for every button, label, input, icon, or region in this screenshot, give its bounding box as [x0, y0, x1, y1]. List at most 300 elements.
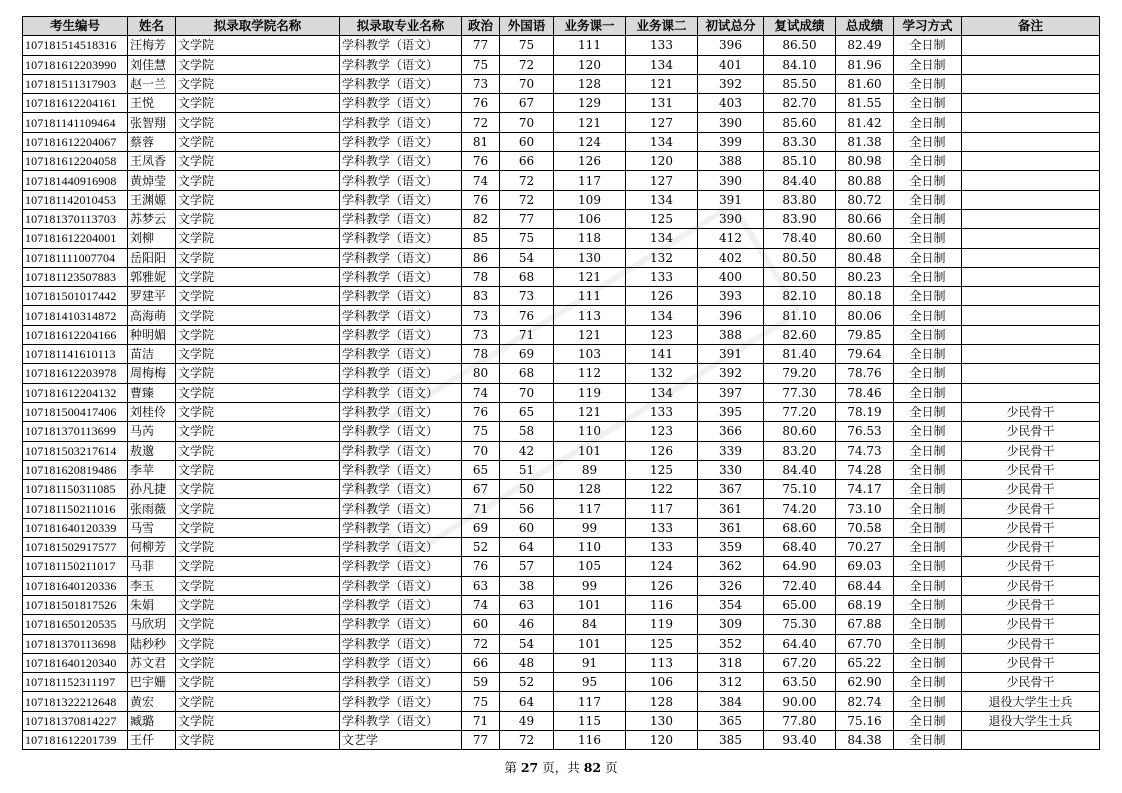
table-cell: 120 [626, 152, 698, 171]
header-cell: 备注 [962, 17, 1100, 36]
table-cell: 学科教学（语文） [340, 634, 462, 653]
table-cell: 80.60 [764, 422, 836, 441]
table-cell: 385 [698, 730, 764, 749]
table-cell: 臧璐 [128, 711, 176, 730]
table-cell: 81.42 [836, 113, 894, 132]
table-cell: 126 [626, 576, 698, 595]
table-cell: 全日制 [894, 267, 962, 286]
table-cell: 全日制 [894, 557, 962, 576]
table-cell: 75.10 [764, 480, 836, 499]
table-cell: 70 [500, 113, 554, 132]
table-cell: 文学院 [176, 132, 340, 151]
table-cell: 107181503217614 [23, 441, 128, 460]
table-cell: 76 [462, 152, 500, 171]
table-cell: 全日制 [894, 711, 962, 730]
table-cell: 82.10 [764, 287, 836, 306]
table-cell: 79.20 [764, 364, 836, 383]
table-cell: 学科教学（语文） [340, 518, 462, 537]
table-cell [962, 94, 1100, 113]
table-cell: 51 [500, 460, 554, 479]
table-cell: 83 [462, 287, 500, 306]
table-cell: 文学院 [176, 595, 340, 614]
table-cell: 130 [626, 711, 698, 730]
table-cell: 学科教学（语文） [340, 74, 462, 93]
table-cell: 126 [626, 441, 698, 460]
table-cell: 75.30 [764, 615, 836, 634]
table-cell: 126 [626, 287, 698, 306]
table-cell: 75 [462, 55, 500, 74]
table-cell: 学科教学（语文） [340, 306, 462, 325]
table-cell: 全日制 [894, 306, 962, 325]
table-cell: 119 [626, 615, 698, 634]
table-cell: 全日制 [894, 209, 962, 228]
table-cell: 339 [698, 441, 764, 460]
table-cell: 77 [462, 730, 500, 749]
table-cell: 107181111007704 [23, 248, 128, 267]
table-cell: 学科教学（语文） [340, 576, 462, 595]
table-cell: 77 [462, 36, 500, 55]
table-cell: 文学院 [176, 538, 340, 557]
table-cell: 王凤香 [128, 152, 176, 171]
table-cell: 文学院 [176, 634, 340, 653]
table-cell: 文艺学 [340, 730, 462, 749]
table-cell: 107181612204166 [23, 325, 128, 344]
table-cell: 107181152311197 [23, 673, 128, 692]
table-cell: 133 [626, 518, 698, 537]
table-cell: 50 [500, 480, 554, 499]
table-cell: 86 [462, 248, 500, 267]
table-cell: 65 [500, 402, 554, 421]
table-cell: 72 [500, 171, 554, 190]
table-cell: 391 [698, 345, 764, 364]
table-cell: 129 [554, 94, 626, 113]
table-cell: 73 [462, 325, 500, 344]
table-cell [962, 364, 1100, 383]
table-cell: 72 [500, 190, 554, 209]
table-cell: 107181612203990 [23, 55, 128, 74]
table-cell: 59 [462, 673, 500, 692]
table-cell: 刘桂伶 [128, 402, 176, 421]
table-cell [962, 132, 1100, 151]
header-cell: 初试总分 [698, 17, 764, 36]
table-cell: 文学院 [176, 460, 340, 479]
table-cell: 81.38 [836, 132, 894, 151]
table-row [23, 306, 1100, 325]
page-total: 82 [583, 760, 602, 775]
table-cell: 少民骨干 [962, 422, 1100, 441]
table-cell: 学科教学（语文） [340, 152, 462, 171]
table-cell: 全日制 [894, 190, 962, 209]
table-cell: 文学院 [176, 402, 340, 421]
table-cell: 学科教学（语文） [340, 364, 462, 383]
table-cell: 125 [626, 209, 698, 228]
table-cell: 敖邈 [128, 441, 176, 460]
table-cell: 蔡蓉 [128, 132, 176, 151]
table-cell: 103 [554, 345, 626, 364]
table-cell: 65 [462, 460, 500, 479]
table-cell: 69 [462, 518, 500, 537]
table-cell: 126 [554, 152, 626, 171]
table-cell: 68.40 [764, 538, 836, 557]
table-cell: 学科教学（语文） [340, 94, 462, 113]
table-cell: 77 [500, 209, 554, 228]
table-cell: 学科教学（语文） [340, 615, 462, 634]
table-row [23, 615, 1100, 634]
table-cell: 学科教学（语文） [340, 460, 462, 479]
table-cell: 70.58 [836, 518, 894, 537]
table-cell: 汪梅芳 [128, 36, 176, 55]
table-row [23, 325, 1100, 344]
table-row [23, 113, 1100, 132]
table-cell: 学科教学（语文） [340, 229, 462, 248]
table-cell: 99 [554, 576, 626, 595]
table-cell: 128 [626, 692, 698, 711]
table-cell: 123 [626, 422, 698, 441]
table-cell: 学科教学（语文） [340, 325, 462, 344]
header-cell: 政治 [462, 17, 500, 36]
table-cell: 马欣玥 [128, 615, 176, 634]
table-cell: 402 [698, 248, 764, 267]
table-cell: 384 [698, 692, 764, 711]
table-cell: 134 [626, 229, 698, 248]
table-cell [962, 306, 1100, 325]
table-cell: 64.40 [764, 634, 836, 653]
table-cell: 85 [462, 229, 500, 248]
footer-prefix: 第 [504, 760, 517, 775]
table-cell: 101 [554, 634, 626, 653]
table-cell: 黄宏 [128, 692, 176, 711]
table-cell: 67 [462, 480, 500, 499]
table-cell: 全日制 [894, 615, 962, 634]
table-cell: 128 [554, 74, 626, 93]
table-cell: 352 [698, 634, 764, 653]
table-cell: 113 [626, 653, 698, 672]
table-cell: 107181612201739 [23, 730, 128, 749]
table-cell: 文学院 [176, 36, 340, 55]
table-cell: 111 [554, 287, 626, 306]
table-cell: 107181612204067 [23, 132, 128, 151]
table-row [23, 595, 1100, 614]
table-cell: 郭雅妮 [128, 267, 176, 286]
table-row [23, 190, 1100, 209]
table-cell: 117 [626, 499, 698, 518]
table-cell: 文学院 [176, 673, 340, 692]
table-cell: 学科教学（语文） [340, 595, 462, 614]
table-cell: 70 [500, 383, 554, 402]
table-cell: 少民骨干 [962, 538, 1100, 557]
table-cell: 70.27 [836, 538, 894, 557]
table-cell: 文学院 [176, 422, 340, 441]
table-cell: 王仟 [128, 730, 176, 749]
table-cell: 107181511317903 [23, 74, 128, 93]
table-cell: 117 [554, 692, 626, 711]
table-cell [962, 345, 1100, 364]
table-cell: 75.16 [836, 711, 894, 730]
table-cell: 113 [554, 306, 626, 325]
table-cell: 107181514518316 [23, 36, 128, 55]
table-cell: 109 [554, 190, 626, 209]
table-row [23, 171, 1100, 190]
table-cell [962, 730, 1100, 749]
table-cell: 122 [626, 480, 698, 499]
table-cell: 巴宇姗 [128, 673, 176, 692]
table-cell [962, 190, 1100, 209]
header-cell: 拟录取学院名称 [176, 17, 340, 36]
table-cell: 学科教学（语文） [340, 267, 462, 286]
table-cell: 117 [554, 499, 626, 518]
table-cell: 全日制 [894, 113, 962, 132]
table-cell: 65.22 [836, 653, 894, 672]
table-cell: 65.00 [764, 595, 836, 614]
table-cell [962, 267, 1100, 286]
table-cell: 101 [554, 441, 626, 460]
table-cell: 文学院 [176, 325, 340, 344]
table-cell: 76 [462, 557, 500, 576]
table-cell: 388 [698, 152, 764, 171]
table-cell: 73 [462, 306, 500, 325]
table-cell: 75 [500, 36, 554, 55]
table-cell: 106 [554, 209, 626, 228]
table-row [23, 711, 1100, 730]
table-cell [962, 113, 1100, 132]
table-cell: 学科教学（语文） [340, 55, 462, 74]
table-cell: 125 [626, 634, 698, 653]
table-row [23, 229, 1100, 248]
table-cell: 390 [698, 209, 764, 228]
table-cell [962, 287, 1100, 306]
table-cell: 107181640120339 [23, 518, 128, 537]
table-cell: 文学院 [176, 229, 340, 248]
table-cell: 412 [698, 229, 764, 248]
table-cell: 82 [462, 209, 500, 228]
table-cell: 105 [554, 557, 626, 576]
table-cell: 文学院 [176, 248, 340, 267]
table-cell: 学科教学（语文） [340, 441, 462, 460]
table-cell: 63 [462, 576, 500, 595]
table-cell: 395 [698, 402, 764, 421]
table-cell: 74 [462, 595, 500, 614]
table-cell: 全日制 [894, 364, 962, 383]
table-cell: 48 [500, 653, 554, 672]
table-cell: 文学院 [176, 441, 340, 460]
table-cell: 84.10 [764, 55, 836, 74]
table-cell: 全日制 [894, 402, 962, 421]
table-row [23, 55, 1100, 74]
table-cell: 学科教学（语文） [340, 557, 462, 576]
table-cell: 李苹 [128, 460, 176, 479]
table-cell: 121 [554, 325, 626, 344]
table-cell: 107181612204161 [23, 94, 128, 113]
table-cell: 84.40 [764, 171, 836, 190]
table-cell: 学科教学（语文） [340, 673, 462, 692]
table-cell: 74.28 [836, 460, 894, 479]
table-cell: 曹臻 [128, 383, 176, 402]
table-cell: 120 [554, 55, 626, 74]
table-row [23, 692, 1100, 711]
table-cell: 133 [626, 267, 698, 286]
table-cell: 全日制 [894, 248, 962, 267]
table-cell: 80.50 [764, 267, 836, 286]
table-cell: 63.50 [764, 673, 836, 692]
table-cell: 文学院 [176, 171, 340, 190]
table-cell: 学科教学（语文） [340, 345, 462, 364]
table-cell: 134 [626, 306, 698, 325]
table-cell: 365 [698, 711, 764, 730]
table-cell: 86.50 [764, 36, 836, 55]
table-cell: 133 [626, 36, 698, 55]
table-cell: 330 [698, 460, 764, 479]
table-cell: 74 [462, 383, 500, 402]
table-cell: 少民骨干 [962, 402, 1100, 421]
table-cell: 74.20 [764, 499, 836, 518]
table-cell: 文学院 [176, 615, 340, 634]
table-cell: 121 [626, 74, 698, 93]
table-cell: 80.50 [764, 248, 836, 267]
table-cell: 苗洁 [128, 345, 176, 364]
table-cell: 苏梦云 [128, 209, 176, 228]
header-cell: 业务课二 [626, 17, 698, 36]
table-cell: 85.10 [764, 152, 836, 171]
table-cell: 133 [626, 402, 698, 421]
table-cell: 80.60 [836, 229, 894, 248]
table-cell [962, 152, 1100, 171]
table-cell: 115 [554, 711, 626, 730]
table-cell: 121 [554, 113, 626, 132]
table-cell: 121 [554, 267, 626, 286]
table-body [23, 36, 1100, 750]
table-cell: 少民骨干 [962, 557, 1100, 576]
table-cell: 张智翔 [128, 113, 176, 132]
table-cell: 112 [554, 364, 626, 383]
table-cell: 72 [462, 634, 500, 653]
table-cell: 116 [554, 730, 626, 749]
table-row [23, 209, 1100, 228]
table-cell: 120 [626, 730, 698, 749]
table-cell: 80.66 [836, 209, 894, 228]
table-cell: 全日制 [894, 74, 962, 93]
table-cell: 62.90 [836, 673, 894, 692]
table-cell: 83.30 [764, 132, 836, 151]
table-cell: 80.88 [836, 171, 894, 190]
table-cell: 学科教学（语文） [340, 248, 462, 267]
header-row [23, 17, 1100, 36]
table-cell: 学科教学（语文） [340, 653, 462, 672]
table-cell: 396 [698, 36, 764, 55]
table-cell: 124 [626, 557, 698, 576]
table-cell: 107181640120340 [23, 653, 128, 672]
table-cell: 文学院 [176, 499, 340, 518]
table-cell: 文学院 [176, 576, 340, 595]
table-cell: 93.40 [764, 730, 836, 749]
table-cell: 82.60 [764, 325, 836, 344]
table-cell: 83.90 [764, 209, 836, 228]
table-cell: 71 [500, 325, 554, 344]
admission-table [22, 16, 1100, 750]
table-cell: 学科教学（语文） [340, 36, 462, 55]
table-cell: 388 [698, 325, 764, 344]
table-cell: 74.17 [836, 480, 894, 499]
table-cell: 107181370113703 [23, 209, 128, 228]
table-cell: 全日制 [894, 94, 962, 113]
table-cell: 107181141109464 [23, 113, 128, 132]
table-cell: 全日制 [894, 673, 962, 692]
table-cell: 60 [500, 518, 554, 537]
table-cell: 学科教学（语文） [340, 209, 462, 228]
table-cell: 393 [698, 287, 764, 306]
table-cell: 54 [500, 248, 554, 267]
table-cell: 75 [462, 692, 500, 711]
table-cell: 76 [462, 402, 500, 421]
table-cell: 81.10 [764, 306, 836, 325]
table-cell: 125 [626, 460, 698, 479]
table-cell: 390 [698, 113, 764, 132]
table-cell: 孙凡捷 [128, 480, 176, 499]
table-cell: 91 [554, 653, 626, 672]
table-cell: 全日制 [894, 460, 962, 479]
table-cell: 361 [698, 499, 764, 518]
table-row [23, 460, 1100, 479]
table-cell: 学科教学（语文） [340, 538, 462, 557]
table-cell: 141 [626, 345, 698, 364]
table-cell: 学科教学（语文） [340, 402, 462, 421]
table-cell: 文学院 [176, 267, 340, 286]
table-cell: 107181612204058 [23, 152, 128, 171]
table-cell: 107181150311085 [23, 480, 128, 499]
table-cell: 84.38 [836, 730, 894, 749]
table-cell: 84 [554, 615, 626, 634]
table-row [23, 518, 1100, 537]
table-cell: 马菲 [128, 557, 176, 576]
table-cell: 107181142010453 [23, 190, 128, 209]
table-cell: 全日制 [894, 634, 962, 653]
table-cell: 71 [462, 499, 500, 518]
table-cell: 少民骨干 [962, 576, 1100, 595]
table-cell: 学科教学（语文） [340, 171, 462, 190]
page-number: 27 [520, 760, 539, 775]
table-cell: 全日制 [894, 441, 962, 460]
table-cell: 文学院 [176, 364, 340, 383]
footer-suffix: 页 [605, 760, 618, 775]
table-cell: 73 [500, 287, 554, 306]
table-cell: 少民骨干 [962, 595, 1100, 614]
table-cell: 67.20 [764, 653, 836, 672]
table-cell: 80.72 [836, 190, 894, 209]
table-cell: 75 [462, 422, 500, 441]
table-cell: 文学院 [176, 383, 340, 402]
table-cell: 罗建平 [128, 287, 176, 306]
table-cell: 134 [626, 383, 698, 402]
table-cell: 107181370814227 [23, 711, 128, 730]
table-cell: 少民骨干 [962, 615, 1100, 634]
table-cell: 81.96 [836, 55, 894, 74]
table-cell: 68 [500, 364, 554, 383]
table-cell: 80 [462, 364, 500, 383]
table-cell: 文学院 [176, 692, 340, 711]
table-row [23, 287, 1100, 306]
table-row [23, 248, 1100, 267]
table-cell: 107181150211017 [23, 557, 128, 576]
table-row [23, 383, 1100, 402]
table-cell: 107181123507883 [23, 267, 128, 286]
table-cell: 少民骨干 [962, 634, 1100, 653]
table-cell: 全日制 [894, 345, 962, 364]
table-cell: 46 [500, 615, 554, 634]
table-cell: 退役大学生士兵 [962, 711, 1100, 730]
table-cell: 117 [554, 171, 626, 190]
table-cell: 全日制 [894, 287, 962, 306]
table-cell: 132 [626, 364, 698, 383]
page-footer [0, 758, 1122, 776]
